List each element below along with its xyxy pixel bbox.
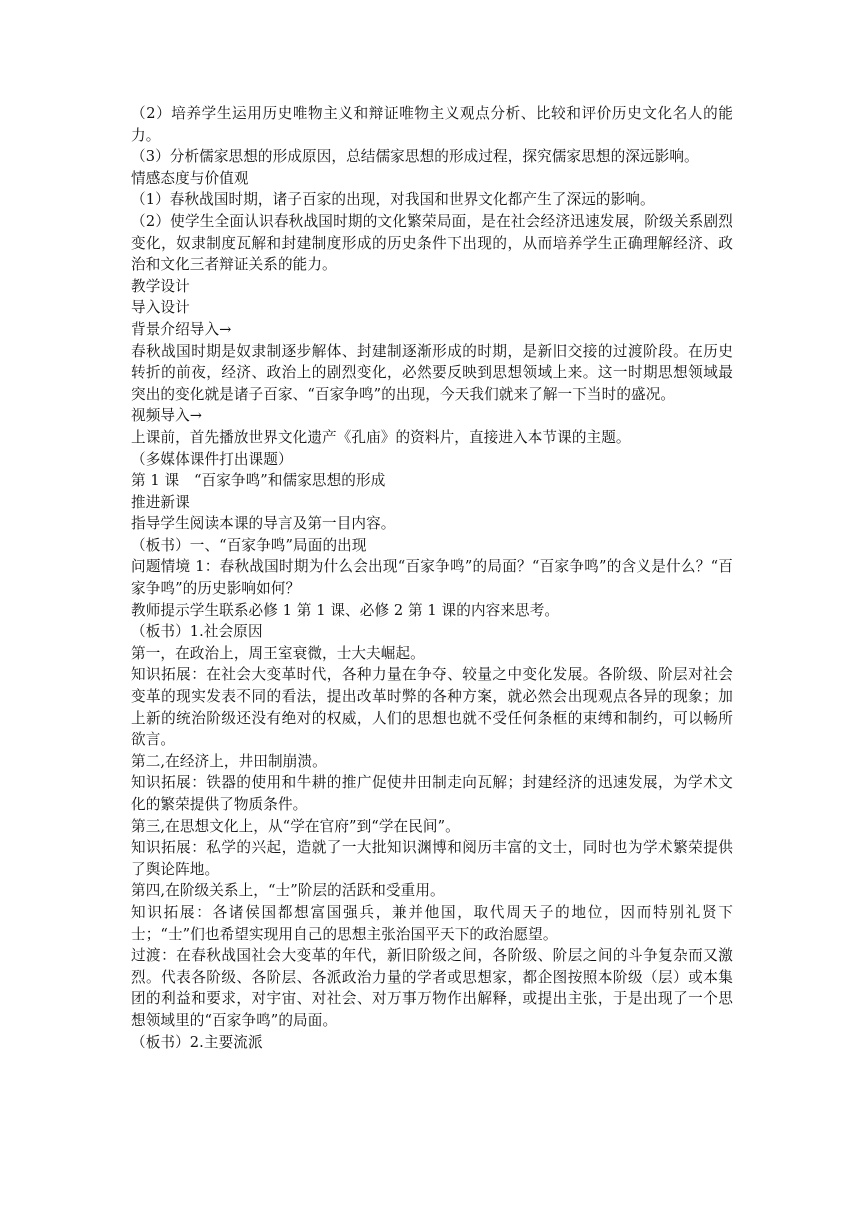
paragraph: 第三,在思想文化上，从“学在官府”到“学在民间”。 (131, 817, 460, 835)
paragraph: 知识拓展：铁器的使用和牛耕的推广促使井田制走向瓦解；封建经济的迅速发展，为学术文化的繁荣提供了物质条件。 (131, 774, 733, 813)
paragraph: 第四,在阶级关系上，“士”阶层的活跃和受重用。 (131, 882, 445, 900)
paragraph: （板书）2.主要流派 (131, 1033, 263, 1051)
paragraph: 情感态度与价值观 (131, 169, 249, 187)
paragraph: （2）培养学生运用历史唯物主义和辩证唯物主义观点分析、比较和评价历史文化名人的能力。 (131, 105, 733, 144)
paragraph: 问题情境 1：春秋战国时期为什么会出现“百家争鸣”的局面？“百家争鸣”的含义是什么？“百家争鸣”的历史影响如何？ (131, 558, 733, 598)
paragraph: 知识拓展：私学的兴起，造就了一大批知识渊博和阅历丰富的文士，同时也为学术繁荣提供了舆论阵地。 (131, 839, 733, 878)
paragraph: 春秋战国时期是奴隶制逐步解体、封建制逐渐形成的时期，是新旧交接的过渡阶段。在历史转折的前夜，经济、政治上的剧烈变化，必然要反映到思想领域上来。这一时期思想领域最突出的变化就是诸子百家、“百家争鸣”的出现，今天我们就来了解一下当时的盛况。 (131, 342, 733, 403)
paragraph: （多媒体课件打出课题） (131, 450, 293, 468)
paragraph: （1）春秋战国时期，诸子百家的出现，对我国和世界文化都产生了深远的影响。 (131, 191, 655, 209)
paragraph: 第一，在政治上，周王室衰微，士大夫崛起。 (131, 644, 425, 662)
paragraph: 教师提示学生联系必修 1 第 1 课、必修 2 第 1 课的内容来思考。 (131, 601, 560, 619)
paragraph: 知识拓展：在社会大变革时代，各种力量在争夺、较量之中变化发展。各阶级、阶层对社会变革的现实发表不同的看法，提出改革时弊的各种方案，就必然会出现观点各异的现象；加上新的统治阶级还没有绝对的权威，人们的思想也就不受任何条框的束缚和制约，可以畅所欲言。 (131, 666, 733, 749)
paragraph: 推进新课 (131, 493, 190, 511)
paragraph: 背景介绍导入→ (131, 320, 232, 338)
paragraph: （3）分析儒家思想的形成原因，总结儒家思想的形成过程，探究儒家思想的深远影响。 (131, 148, 699, 166)
paragraph: 视频导入→ (131, 407, 203, 425)
paragraph: （板书）1.社会原因 (131, 623, 263, 641)
paragraph: 导入设计 (131, 299, 190, 317)
paragraph: 指导学生阅读本课的导言及第一目内容。 (131, 515, 396, 533)
paragraph: 上课前，首先播放世界文化遗产《孔庙》的资料片，直接进入本节课的主题。 (131, 428, 631, 446)
paragraph: 第 1 课 “百家争鸣”和儒家思想的形成 (131, 472, 386, 490)
paragraph: 教学设计 (131, 277, 190, 295)
paragraph: （板书）一、“百家争鸣”局面的出现 (131, 536, 367, 554)
document-body (131, 103, 733, 1053)
paragraph: 知识拓展：各诸侯国都想富国强兵，兼并他国，取代周天子的地位，因而特别礼贤下士；“士”们也希望实现用自己的思想主张治国平天下的政治愿望。 (131, 903, 733, 943)
paragraph: 过渡：在春秋战国社会大变革的年代，新旧阶级之间，各阶级、阶层之间的斗争复杂而又激烈。代表各阶级、各阶层、各派政治力量的学者或思想家，都企图按照本阶级（层）或本集团的利益和要求，对宇宙、对社会、对万事万物作出解释，或提出主张，于是出现了一个思想领域里的“百家争鸣”的局面。 (131, 947, 733, 1029)
paragraph: 第二,在经济上，井田制崩溃。 (131, 752, 327, 770)
paragraph: （2）使学生全面认识春秋战国时期的文化繁荣局面，是在社会经济迅速发展，阶级关系剧烈变化，奴隶制度瓦解和封建制度形成的历史条件下出现的，从而培养学生正确理解经济、政治和文化三者辩证关系的能力。 (131, 212, 733, 274)
